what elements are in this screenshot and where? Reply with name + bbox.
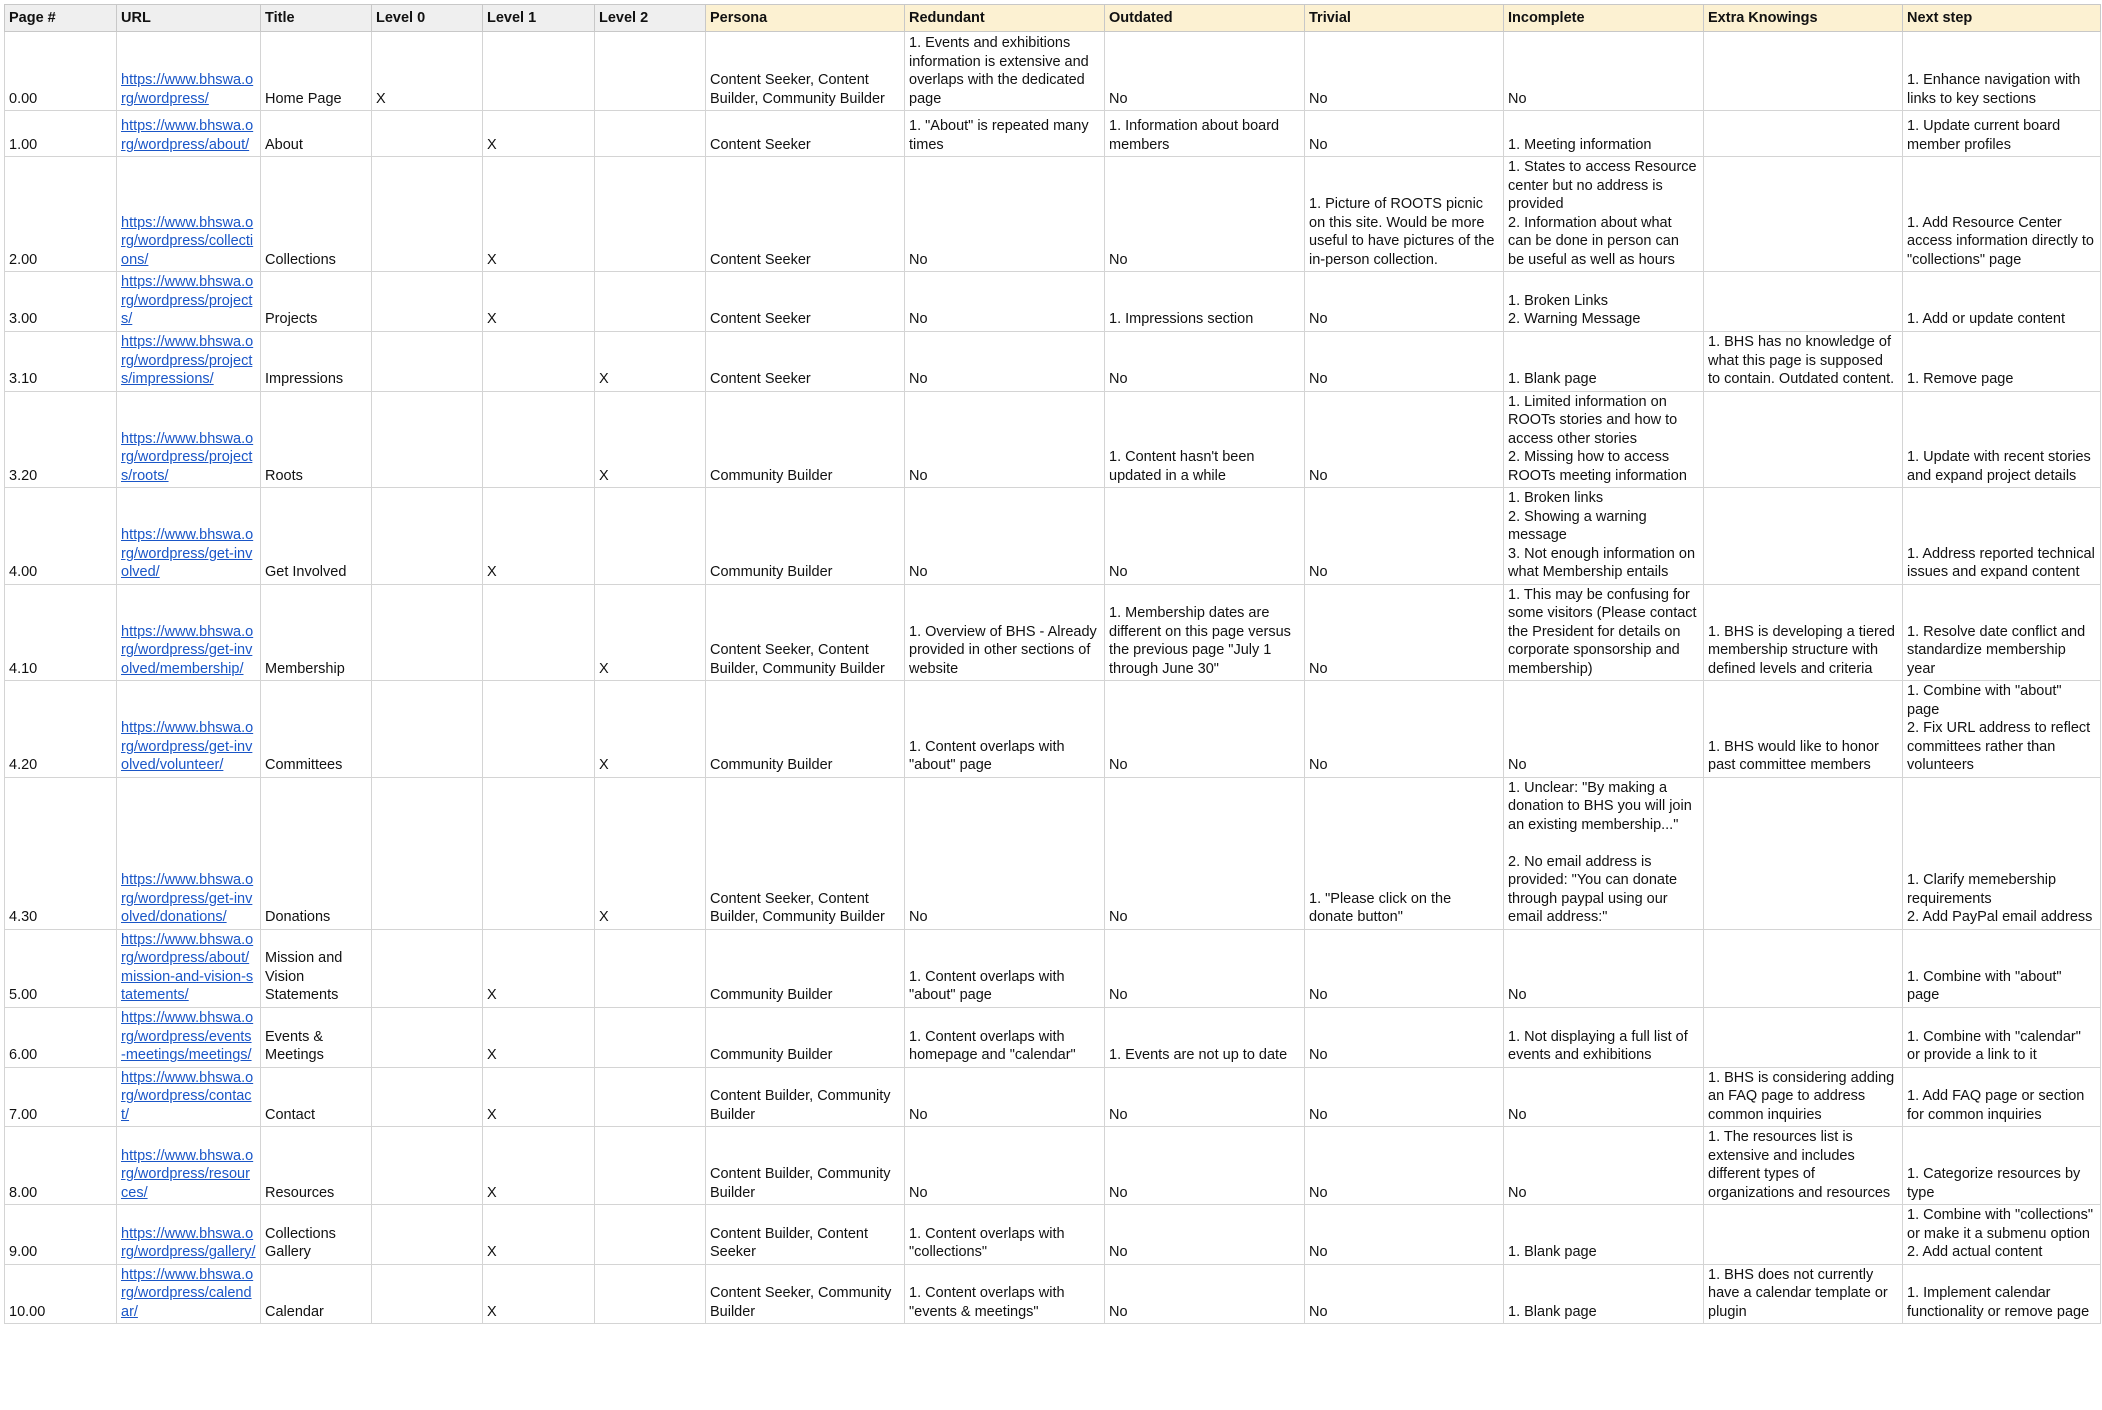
outdated-cell[interactable]: No [1105,1264,1305,1324]
level-2-cell[interactable] [595,1127,706,1205]
page-number-cell[interactable]: 3.00 [5,272,117,332]
incomplete-cell[interactable]: 1. Broken links 2. Showing a warning message 3. Not enough information on what Membership entails [1504,488,1704,585]
redundant-cell[interactable]: No [905,331,1105,391]
level-0-cell[interactable] [372,681,483,778]
trivial-cell[interactable]: No [1305,1205,1504,1265]
extra-knowings-cell[interactable] [1704,32,1903,111]
url-link[interactable]: https://www.bhswa.org/wordpress/projects/ [121,274,254,327]
redundant-cell[interactable]: No [905,1067,1105,1127]
level-1-cell[interactable] [483,331,595,391]
url-link[interactable]: https://www.bhswa.org/wordpress/get-involved/donations/ [121,872,254,925]
outdated-cell[interactable]: 1. Content hasn't been updated in a while [1105,391,1305,488]
level-2-cell[interactable] [595,1067,706,1127]
level-0-cell[interactable]: X [372,32,483,111]
incomplete-cell[interactable]: 1. Blank page [1504,331,1704,391]
redundant-cell[interactable]: No [905,391,1105,488]
level-2-cell[interactable] [595,157,706,272]
extra-knowings-cell[interactable]: 1. BHS does not currently have a calendar template or plugin [1704,1264,1903,1324]
url-cell[interactable] [117,111,261,157]
column-header-page-number[interactable]: Page # [5,5,117,32]
next-step-cell[interactable]: 1. Add Resource Center access information directly to "collections" page [1903,157,2101,272]
url-cell[interactable] [117,681,261,778]
url-link[interactable]: https://www.bhswa.org/wordpress/get-involved/membership/ [121,623,254,677]
url-link[interactable]: https://www.bhswa.org/wordpress/events-meetings/meetings/ [121,1010,254,1063]
persona-cell[interactable]: Content Builder, Content Seeker [706,1205,905,1265]
extra-knowings-cell[interactable] [1704,157,1903,272]
persona-cell[interactable]: Content Seeker [706,331,905,391]
level-2-cell[interactable] [595,1007,706,1067]
level-2-cell[interactable] [595,488,706,585]
title-cell[interactable]: Collections Gallery [261,1205,372,1265]
redundant-cell[interactable]: 1. Content overlaps with homepage and "calendar" [905,1007,1105,1067]
incomplete-cell[interactable]: No [1504,1127,1704,1205]
outdated-cell[interactable]: No [1105,777,1305,929]
level-0-cell[interactable] [372,1067,483,1127]
url-cell[interactable] [117,488,261,585]
title-cell[interactable]: Collections [261,157,372,272]
next-step-cell[interactable]: 1. Implement calendar functionality or remove page [1903,1264,2101,1324]
trivial-cell[interactable]: No [1305,584,1504,681]
page-number-cell[interactable]: 2.00 [5,157,117,272]
url-link[interactable]: https://www.bhswa.org/wordpress/contact/ [121,1069,254,1123]
outdated-cell[interactable]: 1. Impressions section [1105,272,1305,332]
incomplete-cell[interactable]: 1. This may be confusing for some visitors (Please contact the President for details on corporate sponsorship and membership) [1504,584,1704,681]
page-number-cell[interactable]: 3.20 [5,391,117,488]
level-1-cell[interactable] [483,777,595,929]
next-step-cell[interactable]: 1. Add or update content [1903,272,2101,332]
persona-cell[interactable]: Content Builder, Community Builder [706,1067,905,1127]
page-number-cell[interactable]: 4.30 [5,777,117,929]
incomplete-cell[interactable]: 1. Unclear: "By making a donation to BHS you will join an existing membership..." 2. No email address is provided: "You can donate through paypal using our email address:" [1504,777,1704,929]
level-1-cell[interactable]: X [483,272,595,332]
trivial-cell[interactable]: No [1305,1127,1504,1205]
redundant-cell[interactable]: No [905,157,1105,272]
redundant-cell[interactable]: 1. "About" is repeated many times [905,111,1105,157]
incomplete-cell[interactable]: 1. Limited information on ROOTs stories and how to access other stories 2. Missing how to access ROOTs meeting information [1504,391,1704,488]
next-step-cell[interactable]: 1. Update current board member profiles [1903,111,2101,157]
level-1-cell[interactable] [483,681,595,778]
outdated-cell[interactable]: No [1105,1067,1305,1127]
page-number-cell[interactable]: 6.00 [5,1007,117,1067]
extra-knowings-cell[interactable]: 1. BHS would like to honor past committee members [1704,681,1903,778]
page-number-cell[interactable]: 1.00 [5,111,117,157]
column-header-persona[interactable]: Persona [706,5,905,32]
persona-cell[interactable]: Content Seeker, Content Builder, Community Builder [706,584,905,681]
extra-knowings-cell[interactable] [1704,777,1903,929]
extra-knowings-cell[interactable] [1704,272,1903,332]
outdated-cell[interactable]: No [1105,157,1305,272]
trivial-cell[interactable]: No [1305,1264,1504,1324]
title-cell[interactable]: Resources [261,1127,372,1205]
url-cell[interactable] [117,272,261,332]
extra-knowings-cell[interactable] [1704,1007,1903,1067]
next-step-cell[interactable]: 1. Combine with "calendar" or provide a link to it [1903,1007,2101,1067]
persona-cell[interactable]: Content Seeker [706,157,905,272]
level-1-cell[interactable]: X [483,1127,595,1205]
trivial-cell[interactable]: No [1305,111,1504,157]
url-cell[interactable] [117,929,261,1007]
url-link[interactable]: https://www.bhswa.org/wordpress/get-involved/volunteer/ [121,720,254,773]
incomplete-cell[interactable]: 1. Not displaying a full list of events and exhibitions [1504,1007,1704,1067]
next-step-cell[interactable]: 1. Categorize resources by type [1903,1127,2101,1205]
redundant-cell[interactable]: 1. Content overlaps with "events & meetings" [905,1264,1105,1324]
level-0-cell[interactable] [372,111,483,157]
page-number-cell[interactable]: 5.00 [5,929,117,1007]
extra-knowings-cell[interactable]: 1. BHS is developing a tiered membership structure with defined levels and criteria [1704,584,1903,681]
level-1-cell[interactable]: X [483,1007,595,1067]
next-step-cell[interactable]: 1. Add FAQ page or section for common inquiries [1903,1067,2101,1127]
column-header-incomplete[interactable]: Incomplete [1504,5,1704,32]
next-step-cell[interactable]: 1. Resolve date conflict and standardize membership year [1903,584,2101,681]
trivial-cell[interactable]: No [1305,929,1504,1007]
table-row [5,488,2101,585]
level-2-cell[interactable]: X [595,584,706,681]
persona-cell[interactable]: Content Seeker, Community Builder [706,1264,905,1324]
redundant-cell[interactable]: 1. Content overlaps with "about" page [905,681,1105,778]
trivial-cell[interactable]: No [1305,272,1504,332]
next-step-cell[interactable]: 1. Remove page [1903,331,2101,391]
extra-knowings-cell[interactable] [1704,111,1903,157]
column-header-level-1[interactable]: Level 1 [483,5,595,32]
title-cell[interactable]: Mission and Vision Statements [261,929,372,1007]
url-link[interactable]: https://www.bhswa.org/wordpress/projects/impressions/ [121,334,254,387]
extra-knowings-cell[interactable] [1704,929,1903,1007]
level-2-cell[interactable]: X [595,681,706,778]
column-header-level-0[interactable]: Level 0 [372,5,483,32]
title-cell[interactable]: Events & Meetings [261,1007,372,1067]
column-header-extra-knowings[interactable]: Extra Knowings [1704,5,1903,32]
redundant-cell[interactable]: No [905,777,1105,929]
trivial-cell[interactable]: No [1305,681,1504,778]
title-cell[interactable]: Calendar [261,1264,372,1324]
content-audit-table [4,4,2101,1324]
url-cell[interactable] [117,1264,261,1324]
table-row [5,331,2101,391]
level-1-cell[interactable]: X [483,488,595,585]
table-row [5,1127,2101,1205]
outdated-cell[interactable]: No [1105,1205,1305,1265]
level-0-cell[interactable] [372,488,483,585]
url-link[interactable]: https://www.bhswa.org/wordpress/get-involved/ [121,527,254,580]
url-cell[interactable] [117,391,261,488]
title-cell[interactable]: About [261,111,372,157]
table-row [5,1007,2101,1067]
trivial-cell[interactable]: No [1305,1007,1504,1067]
url-cell[interactable] [117,1127,261,1205]
level-0-cell[interactable] [372,1007,483,1067]
incomplete-cell[interactable]: 1. States to access Resource center but no address is provided 2. Information about what can be done in person can be useful as well as hours [1504,157,1704,272]
title-cell[interactable]: Contact [261,1067,372,1127]
persona-cell[interactable]: Community Builder [706,488,905,585]
url-cell[interactable] [117,777,261,929]
title-cell[interactable]: Membership [261,584,372,681]
column-header-redundant[interactable]: Redundant [905,5,1105,32]
level-0-cell[interactable] [372,272,483,332]
level-2-cell[interactable] [595,1205,706,1265]
level-1-cell[interactable] [483,584,595,681]
level-1-cell[interactable]: X [483,1264,595,1324]
extra-knowings-cell[interactable]: 1. BHS is considering adding an FAQ page to address common inquiries [1704,1067,1903,1127]
level-2-cell[interactable] [595,111,706,157]
column-header-trivial[interactable]: Trivial [1305,5,1504,32]
url-cell[interactable] [117,584,261,681]
level-2-cell[interactable]: X [595,391,706,488]
trivial-cell[interactable]: No [1305,391,1504,488]
level-0-cell[interactable] [372,157,483,272]
url-cell[interactable] [117,32,261,111]
next-step-cell[interactable]: 1. Combine with "about" page [1903,929,2101,1007]
redundant-cell[interactable]: 1. Overview of BHS - Already provided in other sections of website [905,584,1105,681]
outdated-cell[interactable]: 1. Information about board members [1105,111,1305,157]
url-link[interactable]: https://www.bhswa.org/wordpress/collections/ [121,214,254,268]
redundant-cell[interactable]: 1. Content overlaps with "about" page [905,929,1105,1007]
redundant-cell[interactable]: 1. Events and exhibitions information is extensive and overlaps with the dedicated page [905,32,1105,111]
incomplete-cell[interactable]: No [1504,32,1704,111]
next-step-cell[interactable]: 1. Combine with "collections" or make it a submenu option 2. Add actual content [1903,1205,2101,1265]
persona-cell[interactable]: Community Builder [706,1007,905,1067]
column-header-url[interactable]: URL [117,5,261,32]
level-0-cell[interactable] [372,391,483,488]
url-cell[interactable] [117,1007,261,1067]
extra-knowings-cell[interactable] [1704,391,1903,488]
page-number-cell[interactable]: 9.00 [5,1205,117,1265]
trivial-cell[interactable]: No [1305,1067,1504,1127]
level-1-cell[interactable]: X [483,1067,595,1127]
incomplete-cell[interactable]: No [1504,929,1704,1007]
level-0-cell[interactable] [372,1264,483,1324]
table-row [5,1205,2101,1265]
redundant-cell[interactable]: 1. Content overlaps with "collections" [905,1205,1105,1265]
level-0-cell[interactable] [372,331,483,391]
incomplete-cell[interactable]: No [1504,1067,1704,1127]
table-row [5,777,2101,929]
redundant-cell[interactable]: No [905,272,1105,332]
next-step-cell[interactable]: 1. Enhance navigation with links to key sections [1903,32,2101,111]
title-cell[interactable]: Home Page [261,32,372,111]
table-row [5,584,2101,681]
level-2-cell[interactable] [595,929,706,1007]
next-step-cell[interactable]: 1. Combine with "about" page 2. Fix URL address to reflect committees rather than volunteers [1903,681,2101,778]
next-step-cell[interactable]: 1. Clarify memebership requirements 2. Add PayPal email address [1903,777,2101,929]
title-cell[interactable]: Get Involved [261,488,372,585]
persona-cell[interactable]: Content Builder, Community Builder [706,1127,905,1205]
url-link[interactable]: https://www.bhswa.org/wordpress/about/ [121,118,254,153]
level-0-cell[interactable] [372,777,483,929]
level-2-cell[interactable]: X [595,331,706,391]
outdated-cell[interactable]: No [1105,488,1305,585]
outdated-cell[interactable]: No [1105,681,1305,778]
url-link[interactable]: https://www.bhswa.org/wordpress/resources/ [121,1147,254,1201]
table-row [5,111,2101,157]
title-cell[interactable]: Impressions [261,331,372,391]
title-cell[interactable]: Committees [261,681,372,778]
next-step-cell[interactable]: 1. Update with recent stories and expand project details [1903,391,2101,488]
table-row [5,681,2101,778]
outdated-cell[interactable]: 1. Membership dates are different on this page versus the previous page "July 1 through June 30" [1105,584,1305,681]
page-number-cell[interactable]: 10.00 [5,1264,117,1324]
url-link[interactable]: https://www.bhswa.org/wordpress/gallery/ [121,1225,256,1260]
next-step-cell[interactable]: 1. Address reported technical issues and expand content [1903,488,2101,585]
url-cell[interactable] [117,331,261,391]
url-link[interactable]: https://www.bhswa.org/wordpress/about/mission-and-vision-statements/ [121,931,254,1003]
persona-cell[interactable]: Content Seeker, Content Builder, Community Builder [706,32,905,111]
persona-cell[interactable]: Content Seeker [706,272,905,332]
column-header-outdated[interactable]: Outdated [1105,5,1305,32]
incomplete-cell[interactable]: 1. Meeting information [1504,111,1704,157]
trivial-cell[interactable]: 1. Picture of ROOTS picnic on this site. Would be more useful to have pictures of the in-person collection. [1305,157,1504,272]
incomplete-cell[interactable]: 1. Blank page [1504,1205,1704,1265]
level-1-cell[interactable] [483,391,595,488]
url-cell[interactable] [117,1067,261,1127]
table-row [5,929,2101,1007]
page-number-cell[interactable]: 0.00 [5,32,117,111]
url-link[interactable]: https://www.bhswa.org/wordpress/calendar/ [121,1266,254,1320]
url-cell[interactable] [117,157,261,272]
outdated-cell[interactable]: No [1105,929,1305,1007]
table-row [5,272,2101,332]
redundant-cell[interactable]: No [905,488,1105,585]
level-0-cell[interactable] [372,584,483,681]
level-1-cell[interactable]: X [483,157,595,272]
trivial-cell[interactable]: 1. "Please click on the donate button" [1305,777,1504,929]
page-number-cell[interactable]: 3.10 [5,331,117,391]
trivial-cell[interactable]: No [1305,488,1504,585]
incomplete-cell[interactable]: 1. Broken Links 2. Warning Message [1504,272,1704,332]
header-row [5,5,2101,32]
outdated-cell[interactable]: No [1105,1127,1305,1205]
column-header-next-step[interactable]: Next step [1903,5,2101,32]
page-number-cell[interactable]: 7.00 [5,1067,117,1127]
title-cell[interactable]: Donations [261,777,372,929]
redundant-cell[interactable]: No [905,1127,1105,1205]
persona-cell[interactable]: Community Builder [706,391,905,488]
table-body [5,32,2101,1324]
incomplete-cell[interactable]: 1. Blank page [1504,1264,1704,1324]
page-number-cell[interactable]: 4.10 [5,584,117,681]
persona-cell[interactable]: Content Seeker, Content Builder, Community Builder [706,777,905,929]
level-0-cell[interactable] [372,1127,483,1205]
table-row [5,391,2101,488]
table-row [5,32,2101,111]
table-row [5,1264,2101,1324]
extra-knowings-cell[interactable] [1704,1205,1903,1265]
title-cell[interactable]: Roots [261,391,372,488]
outdated-cell[interactable]: 1. Events are not up to date [1105,1007,1305,1067]
level-1-cell[interactable]: X [483,1205,595,1265]
extra-knowings-cell[interactable] [1704,488,1903,585]
url-link[interactable]: https://www.bhswa.org/wordpress/projects/roots/ [121,430,254,484]
persona-cell[interactable]: Community Builder [706,929,905,1007]
level-2-cell[interactable] [595,1264,706,1324]
url-link[interactable]: https://www.bhswa.org/wordpress/ [121,72,254,107]
extra-knowings-cell[interactable]: 1. BHS has no knowledge of what this page is supposed to contain. Outdated content. [1704,331,1903,391]
url-cell[interactable] [117,1205,261,1265]
level-1-cell[interactable]: X [483,111,595,157]
spreadsheet [4,4,2100,1324]
column-header-level-2[interactable]: Level 2 [595,5,706,32]
persona-cell[interactable]: Content Seeker [706,111,905,157]
outdated-cell[interactable]: No [1105,331,1305,391]
level-2-cell[interactable]: X [595,777,706,929]
level-1-cell[interactable]: X [483,929,595,1007]
trivial-cell[interactable]: No [1305,32,1504,111]
table-row [5,1067,2101,1127]
trivial-cell[interactable]: No [1305,331,1504,391]
level-0-cell[interactable] [372,929,483,1007]
level-2-cell[interactable] [595,32,706,111]
page-number-cell[interactable]: 8.00 [5,1127,117,1205]
column-header-title[interactable]: Title [261,5,372,32]
table-row [5,157,2101,272]
page-number-cell[interactable]: 4.00 [5,488,117,585]
level-1-cell[interactable] [483,32,595,111]
persona-cell[interactable]: Community Builder [706,681,905,778]
level-2-cell[interactable] [595,272,706,332]
page-number-cell[interactable]: 4.20 [5,681,117,778]
level-0-cell[interactable] [372,1205,483,1265]
extra-knowings-cell[interactable]: 1. The resources list is extensive and includes different types of organizations and resources [1704,1127,1903,1205]
incomplete-cell[interactable]: No [1504,681,1704,778]
title-cell[interactable]: Projects [261,272,372,332]
outdated-cell[interactable]: No [1105,32,1305,111]
